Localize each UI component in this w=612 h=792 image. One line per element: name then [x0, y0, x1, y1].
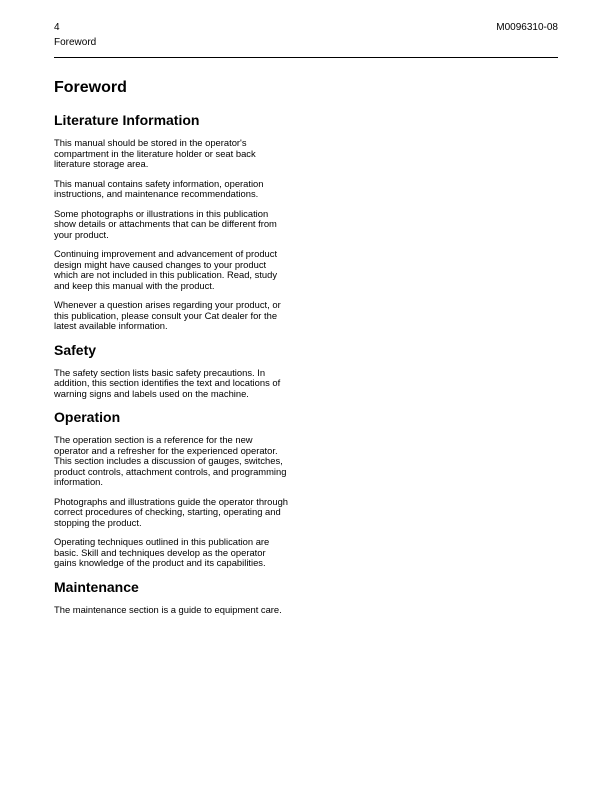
section-heading: Operation	[54, 409, 121, 425]
section-heading: Literature Information	[54, 112, 200, 128]
paragraph: Operating techniques outlined in this publication are basic. Skill and techniques develop as the operator gains knowledge of the product and its capabilities.	[54, 536, 270, 568]
header-divider	[54, 57, 558, 58]
header-section-label: Foreword	[54, 37, 97, 48]
paragraph: The safety section lists basic safety precautions. In addition, this section identifies the text and locations of warning signs and labels used on the machine.	[54, 366, 281, 399]
paragraph: Photographs and illustrations guide the operator through correct procedures of checking, starting, operating and stopping the product.	[54, 495, 289, 528]
page-number: 4	[54, 22, 60, 33]
paragraph: The operation section is a reference for the new operator and a refresher for the experienced operator. This section includes a discussion of gauges, switches, product controls, attachment controls, and programming information.	[54, 434, 287, 487]
section-heading: Safety	[54, 341, 97, 358]
section-literature-information	[54, 111, 290, 332]
section-heading: Maintenance	[54, 578, 139, 595]
paragraph: Continuing improvement and advancement of product design might have caused changes to your product which are not included in this publication. Read, study and keep this manual with the product.	[54, 248, 278, 291]
content-column	[54, 78, 290, 624]
page-title: Foreword	[54, 79, 127, 96]
section-maintenance	[54, 578, 290, 616]
paragraph: Whenever a question arises regarding your product, or this publication, please consult your Cat dealer for the latest available information.	[54, 299, 281, 331]
paragraph: This manual should be stored in the operator's compartment in the literature holder or seat back literature storage area.	[54, 137, 256, 169]
paragraph: Some photographs or illustrations in this publication show details or attachments that can be different from your product.	[54, 207, 277, 240]
document-id: M0096310-08	[496, 22, 558, 33]
section-operation	[54, 408, 290, 569]
paragraph: This manual contains safety information, operation instructions, and maintenance recommendations.	[54, 177, 264, 199]
section-safety	[54, 341, 290, 400]
paragraph: The maintenance section is a guide to equipment care.	[54, 603, 282, 615]
